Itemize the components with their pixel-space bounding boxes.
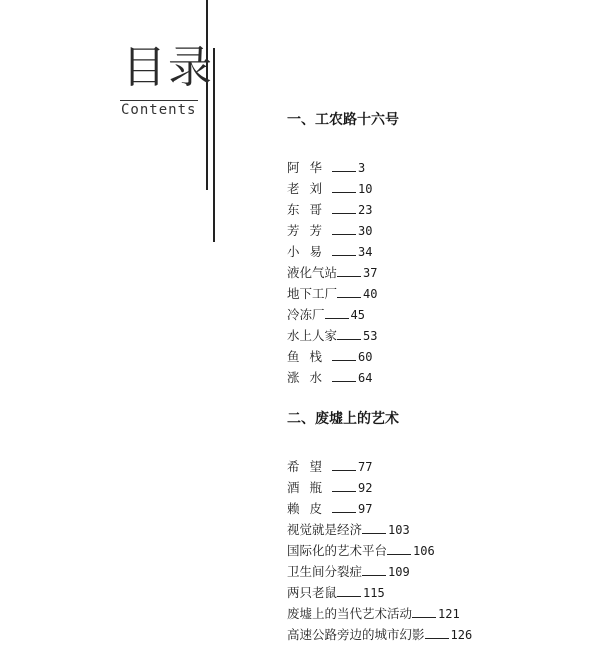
- page-number: 23: [358, 203, 373, 217]
- leader-line: [337, 263, 361, 277]
- entry-title: 地下工厂: [287, 286, 338, 301]
- toc-entry[interactable]: [287, 582, 587, 603]
- page-number: 97: [358, 502, 373, 516]
- page-number: 53: [363, 329, 378, 343]
- entry-title: 小易: [287, 244, 333, 259]
- toc-entry[interactable]: [287, 346, 587, 367]
- entry-title: 希望: [287, 459, 333, 474]
- leader-line: [337, 326, 361, 340]
- toc-section: [287, 108, 587, 388]
- leader-line: [332, 200, 356, 214]
- page-title: 目录: [122, 42, 214, 93]
- toc-entry[interactable]: [287, 561, 587, 582]
- leader-line: [362, 520, 386, 534]
- toc-entry[interactable]: [287, 498, 587, 519]
- toc-entry[interactable]: [287, 367, 587, 388]
- leader-line: [332, 242, 356, 256]
- leader-line: [332, 347, 356, 361]
- leader-line: [362, 562, 386, 576]
- entry-title: 东哥: [287, 202, 333, 217]
- page-number: 126: [450, 628, 473, 642]
- section-heading: 二、废墟上的艺术: [287, 411, 399, 427]
- leader-line: [332, 499, 356, 513]
- page-number: 40: [363, 287, 378, 301]
- leader-line: [412, 604, 436, 618]
- page-number: 64: [358, 371, 373, 385]
- leader-line: [332, 179, 356, 193]
- toc-entry[interactable]: [287, 477, 587, 498]
- page-number: 37: [363, 266, 378, 280]
- entry-title: 芳芳: [287, 223, 333, 238]
- page-number: 92: [358, 481, 373, 495]
- toc-entry[interactable]: [287, 325, 587, 346]
- toc-entry[interactable]: [287, 540, 587, 561]
- page-number: 121: [438, 607, 460, 621]
- page-subtitle: Contents: [121, 102, 197, 118]
- page-number: 77: [358, 460, 373, 474]
- table-of-contents: [287, 108, 587, 645]
- entry-title: 阿华: [287, 160, 333, 175]
- title-underline: [120, 100, 198, 101]
- entry-title: 卫生间分裂症: [287, 564, 363, 579]
- toc-entry[interactable]: [287, 241, 587, 262]
- entry-title: 国际化的艺术平台: [287, 543, 388, 558]
- entry-title: 水上人家: [287, 328, 338, 343]
- entry-title: 冷冻厂: [287, 307, 325, 322]
- leader-line: [332, 221, 356, 235]
- toc-entry[interactable]: [287, 624, 587, 645]
- toc-entry[interactable]: [287, 304, 587, 325]
- toc-entry[interactable]: [287, 262, 587, 283]
- page-number: 30: [358, 224, 373, 238]
- entry-title: 两只老鼠: [287, 585, 338, 600]
- toc-entry[interactable]: [287, 603, 587, 624]
- page-number: 115: [363, 586, 385, 600]
- leader-line: [325, 305, 349, 319]
- entry-title: 赖皮: [287, 501, 333, 516]
- toc-entry[interactable]: [287, 178, 587, 199]
- decorative-vertical-line: [206, 0, 208, 190]
- leader-line: [387, 541, 411, 555]
- page-number: 60: [358, 350, 373, 364]
- leader-line: [337, 284, 361, 298]
- leader-line: [337, 583, 361, 597]
- toc-entry[interactable]: [287, 220, 587, 241]
- toc-section: [287, 407, 587, 645]
- page-number: 34: [358, 245, 373, 259]
- page-number: 10: [358, 182, 373, 196]
- entry-title: 视觉就是经济: [287, 522, 363, 537]
- entry-title: 高速公路旁边的城市幻影: [287, 627, 425, 642]
- entry-title: 老刘: [287, 181, 333, 196]
- page-number: 103: [388, 523, 410, 537]
- leader-line: [332, 158, 356, 172]
- toc-entry[interactable]: [287, 157, 587, 178]
- toc-entry[interactable]: [287, 456, 587, 477]
- entry-title: 液化气站: [287, 265, 338, 280]
- entry-title: 废墟上的当代艺术活动: [287, 606, 413, 621]
- toc-entry[interactable]: [287, 199, 587, 220]
- entry-title: 酒瓶: [287, 480, 333, 495]
- toc-entry[interactable]: [287, 283, 587, 304]
- entry-title: 鱼栈: [287, 349, 333, 364]
- page-number: 3: [358, 161, 366, 175]
- leader-line: [332, 457, 356, 471]
- toc-entry[interactable]: [287, 519, 587, 540]
- leader-line: [332, 478, 356, 492]
- page-number: 106: [413, 544, 435, 558]
- leader-line: [425, 625, 449, 639]
- section-heading: 一、工农路十六号: [287, 112, 399, 128]
- page-number: 45: [350, 308, 365, 322]
- page-number: 109: [388, 565, 410, 579]
- leader-line: [332, 368, 356, 382]
- entry-title: 涨水: [287, 370, 333, 385]
